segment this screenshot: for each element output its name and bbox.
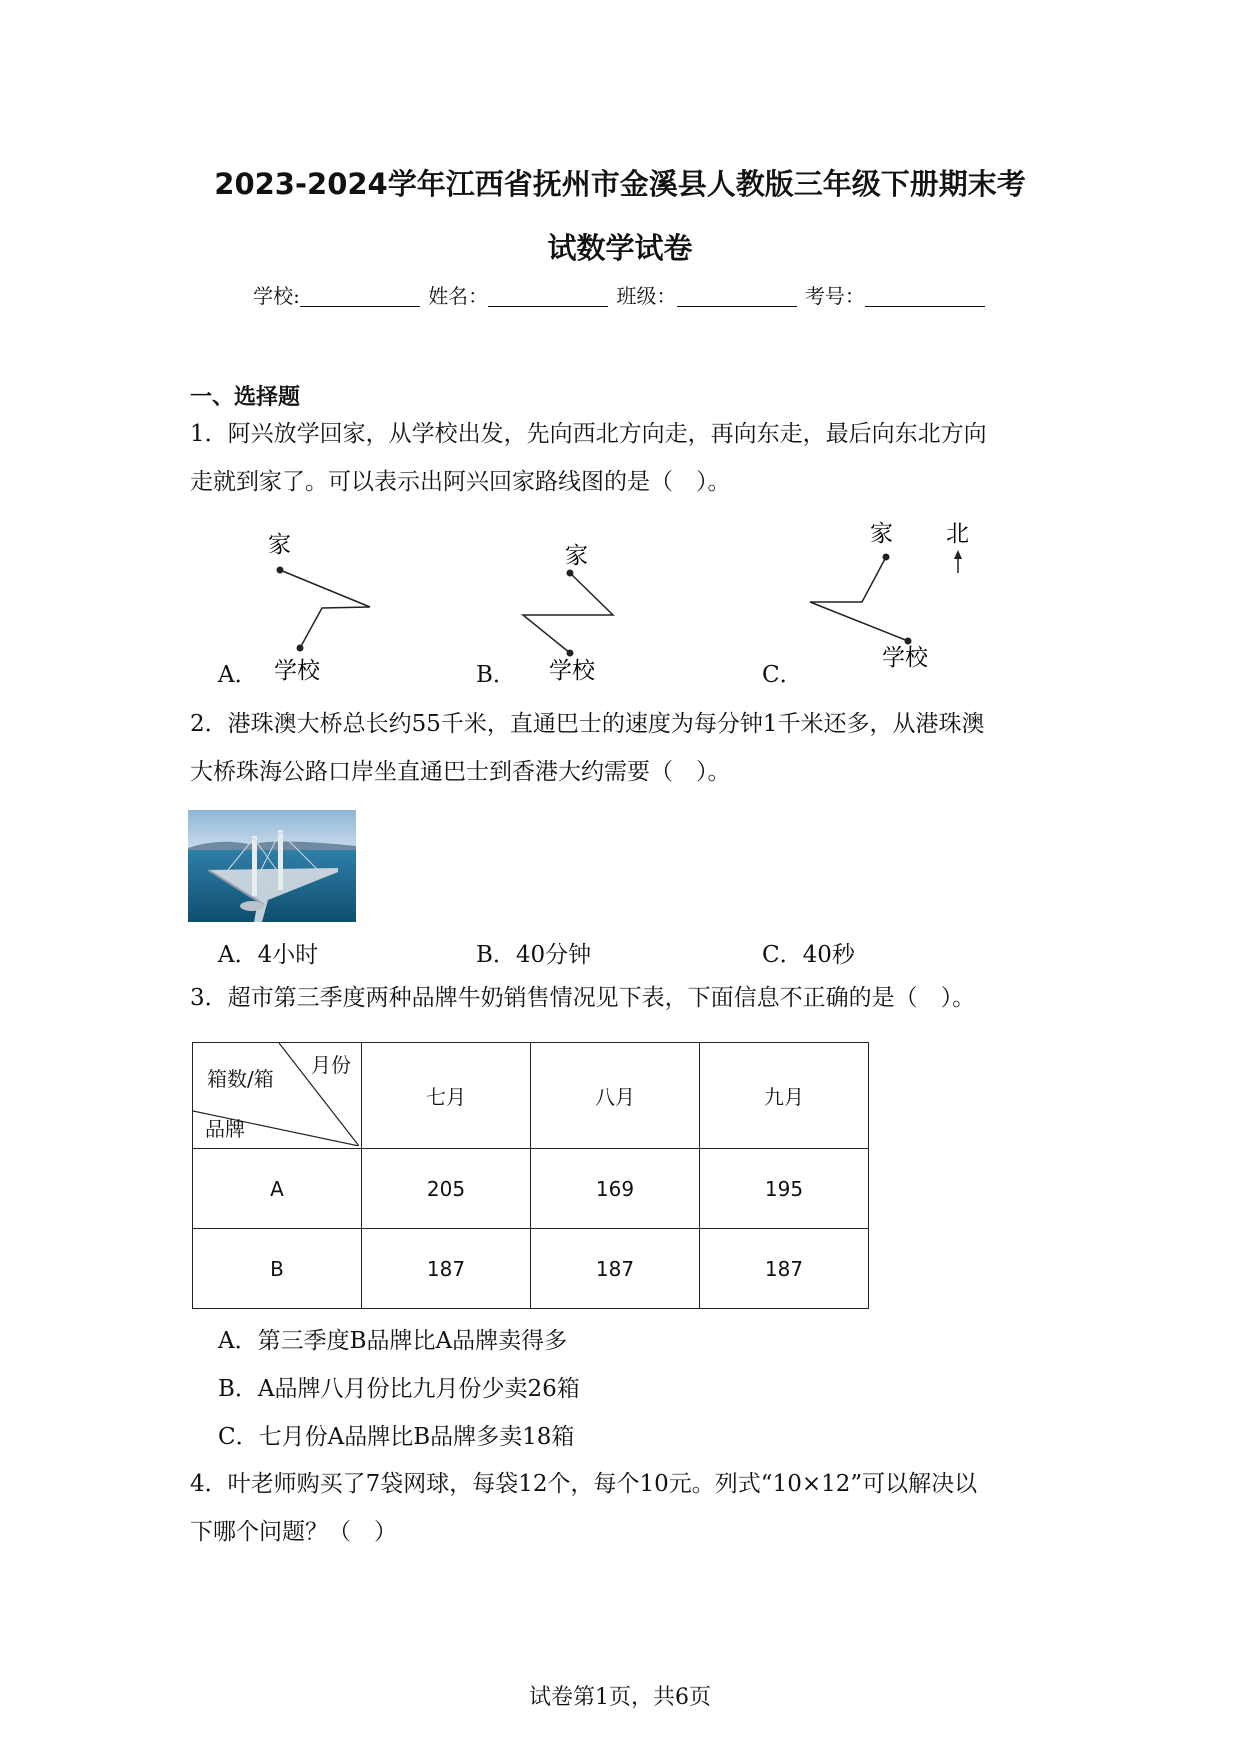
table-corner-cell xyxy=(193,1043,362,1149)
q1-option-a-label[interactable]: A． xyxy=(218,662,258,688)
table-row xyxy=(193,1149,869,1229)
q1-option-b-label[interactable]: B． xyxy=(476,662,516,688)
q2-option-a[interactable]: A．4小时 xyxy=(218,942,319,968)
q1-option-b-route-diagram xyxy=(515,535,645,685)
table-row xyxy=(193,1229,869,1309)
q1-option-c-label[interactable]: C． xyxy=(762,662,803,688)
value-cell: 195 xyxy=(700,1149,869,1229)
question-4-text xyxy=(190,1460,1070,1556)
corner-brand-label: 品牌 xyxy=(205,1117,245,1141)
q1-a-home-label: 家 xyxy=(268,532,291,558)
q1-a-school-label: 学校 xyxy=(274,658,320,684)
question-1-line2: 走就到家了。可以表示出阿兴回家路线图的是（ ）。 xyxy=(190,469,731,495)
q3-option-a[interactable]: A．第三季度B品牌比A品牌卖得多 xyxy=(218,1328,568,1354)
month-header: 九月 xyxy=(700,1043,869,1149)
value-cell: 187 xyxy=(700,1229,869,1309)
school-label: 学校: xyxy=(253,284,300,308)
student-info-line xyxy=(140,282,1100,310)
question-4-line1: 4．叶老师购买了7袋网球，每袋12个，每个10元。列式“10×12”可以解决以 xyxy=(190,1471,978,1497)
q3-option-b[interactable]: B．A品牌八月份比九月份少卖26箱 xyxy=(218,1376,580,1402)
school-blank[interactable] xyxy=(300,286,420,307)
brand-cell: B xyxy=(193,1229,362,1309)
bridge-photo xyxy=(188,810,356,922)
brand-cell: A xyxy=(193,1149,362,1229)
name-label: 姓名： xyxy=(428,284,489,308)
month-header: 七月 xyxy=(362,1043,531,1149)
name-blank[interactable] xyxy=(488,286,608,307)
number-blank[interactable] xyxy=(865,286,985,307)
question-2-text xyxy=(190,700,1070,796)
q1-b-school-label: 学校 xyxy=(549,658,595,684)
q1-c-north-label: 北 xyxy=(946,521,969,547)
question-3-text: 3．超市第三季度两种品牌牛奶销售情况见下表，下面信息不正确的是（ ）。 xyxy=(190,985,976,1011)
question-2-line1: 2．港珠澳大桥总长约55千米，直通巴士的速度为每分钟1千米还多，从港珠澳 xyxy=(190,711,985,737)
q1-c-school-label: 学校 xyxy=(882,645,928,671)
exam-title-line2: 试数学试卷 xyxy=(547,231,693,265)
page-footer: 试卷第1页，共6页 xyxy=(529,1685,711,1710)
q1-c-home-label: 家 xyxy=(870,521,893,547)
corner-month-label: 月份 xyxy=(311,1053,351,1077)
question-1-line1: 1．阿兴放学回家，从学校出发，先向西北方向走，再向东走，最后向东北方向 xyxy=(190,421,987,447)
milk-sales-table xyxy=(192,1042,869,1309)
q2-option-c[interactable]: C．40秒 xyxy=(762,942,855,968)
q1-b-home-label: 家 xyxy=(565,543,588,569)
section-heading: 一、选择题 xyxy=(190,385,301,410)
value-cell: 187 xyxy=(362,1229,531,1309)
q3-option-c[interactable]: C．七月份A品牌比B品牌多卖18箱 xyxy=(218,1424,575,1450)
class-label: 班级： xyxy=(616,284,677,308)
value-cell: 205 xyxy=(362,1149,531,1229)
class-blank[interactable] xyxy=(677,286,797,307)
question-4-line2: 下哪个问题？（ ） xyxy=(190,1519,397,1545)
number-label: 考号： xyxy=(804,284,865,308)
north-arrowhead-icon xyxy=(954,550,962,559)
q1-option-a-route-diagram xyxy=(260,528,390,688)
value-cell: 187 xyxy=(531,1229,700,1309)
q1-option-c-route-diagram xyxy=(800,515,990,685)
table-header-row xyxy=(193,1043,869,1149)
value-cell: 169 xyxy=(531,1149,700,1229)
question-1-text xyxy=(190,410,1070,506)
corner-boxes-label: 箱数/箱 xyxy=(207,1067,274,1091)
exam-title-line1: 2023-2024学年江西省抚州市金溪县人教版三年级下册期末考 xyxy=(214,167,1026,201)
question-2-line2: 大桥珠海公路口岸坐直通巴士到香港大约需要（ ）。 xyxy=(190,759,731,785)
q2-option-b[interactable]: B．40分钟 xyxy=(476,942,592,968)
month-header: 八月 xyxy=(531,1043,700,1149)
